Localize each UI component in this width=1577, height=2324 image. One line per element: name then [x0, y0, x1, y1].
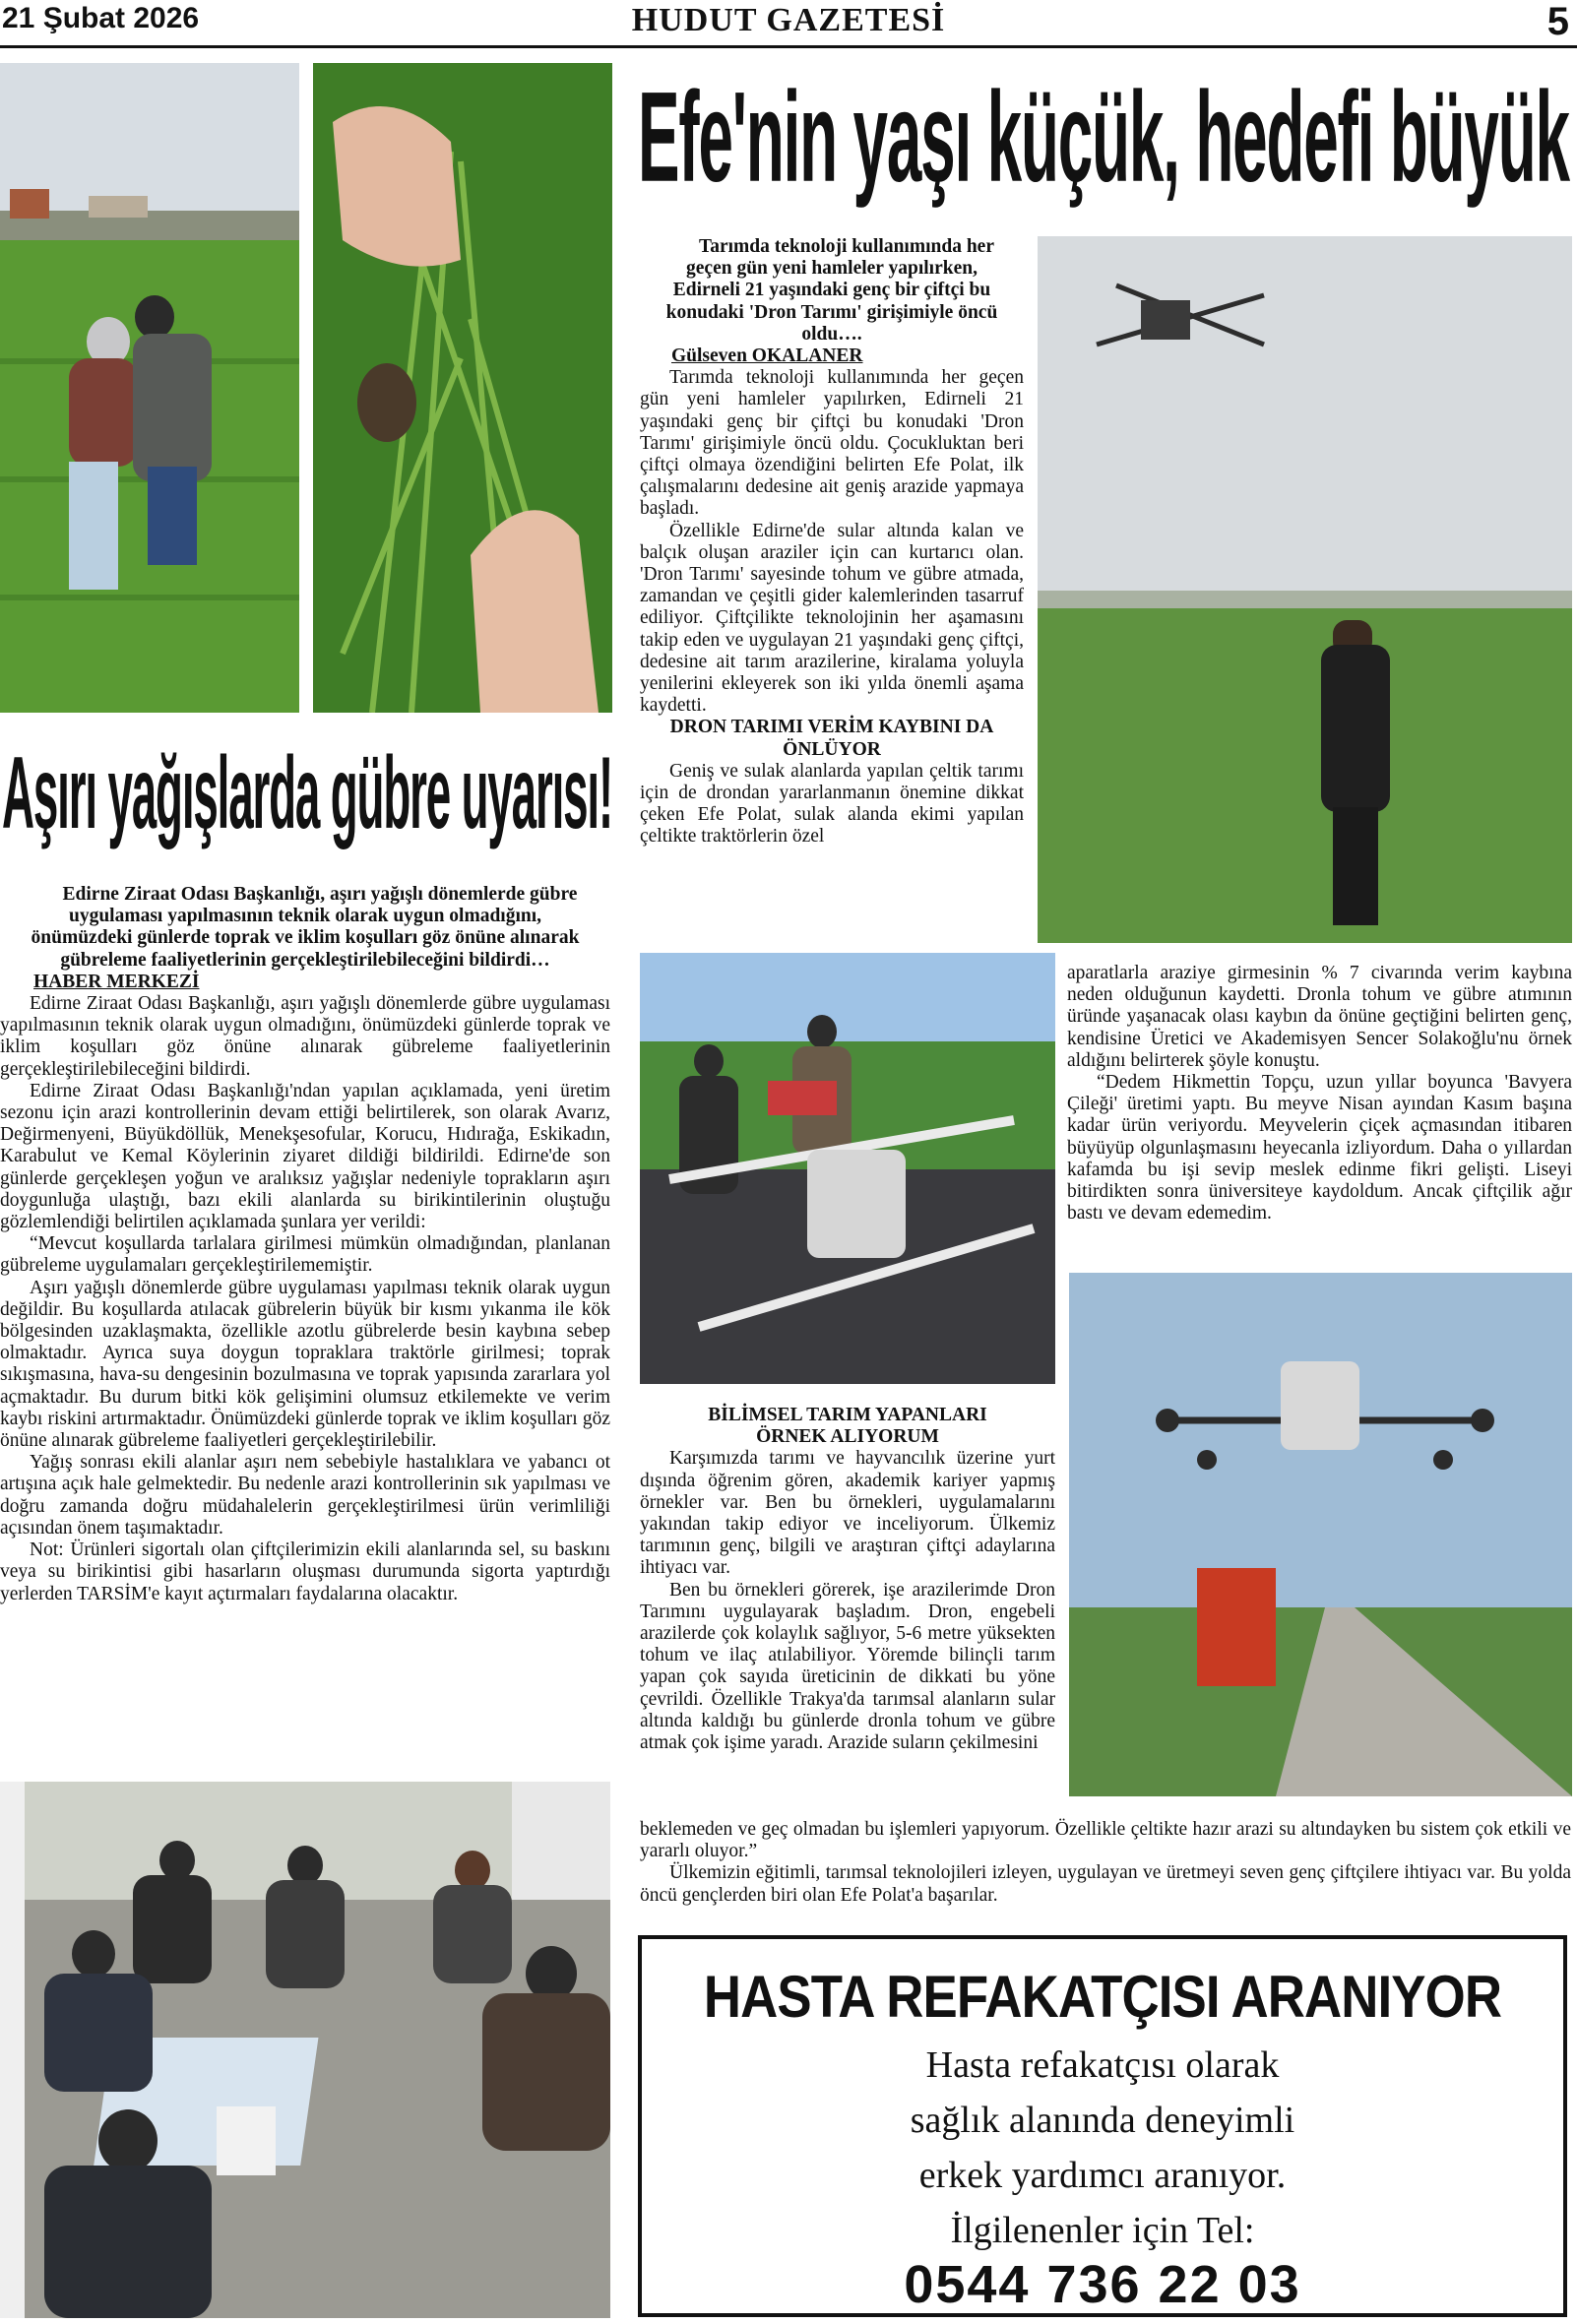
paragraph: Not: Ürünleri sigortalı olan çiftçilerimizin ekili alanlarında sel, su baskını veya su birikintisi gibi hasarların oluşması durumunda sigorta yaptırdığı yerlerden TARSİM'e kayıt açtırmaları faydalarına olacaktır.	[0, 1539, 610, 1604]
article-drone-column-3	[640, 1405, 1055, 1754]
paragraph: Karşımızda tarımı ve hayvancılık üzerine yurt dışında öğrenim gören, akademik kariyer yapmış örnekler var. Ben bu örnekleri, uygulamalarını yakından takip ediyor ve inceliyorum. Ülkemiz tarımının genç, bilgili ve araştıran çiftçi adaylarına ihtiyacı var.	[640, 1448, 1055, 1579]
paragraph: Geniş ve sulak alanlarda yapılan çeltik tarımı için de drondan yararlanmanın önemine dikkat çeken Efe Polat, sulak alanda ekimi yapılan çeltikte traktörlerin özel	[640, 760, 1024, 848]
issue-date: 21 Şubat 2026	[2, 2, 200, 34]
article-drone-column-1	[640, 236, 1024, 848]
photo-wheat-seedlings-in-hand	[313, 63, 612, 713]
headline-efe-drone: Efe'nin yaşı küçük, hedefi büyük	[638, 65, 1569, 209]
ad-line: Hasta refakatçısı olarak	[925, 2044, 1280, 2086]
photo-efe-with-drone	[1038, 236, 1572, 943]
paragraph: Ülkemizin eğitimli, tarımsal teknolojileri izleyen, uygulayan ve üretmeyi seven genç çiftçilere ihtiyacı var. Bu yolda öncü gençlerden biri olan Efe Polat'a başarılar.	[640, 1862, 1571, 1906]
photo-loading-drone	[640, 953, 1055, 1384]
byline: Gülseven OKALANER	[671, 345, 863, 367]
paragraph: Tarımda teknoloji kullanımında her geçen gün yeni hamleler yapılırken, Edirneli 21 yaşındaki genç bir çiftçi bu konudaki 'Dron Tarımı' girişimiyle öncü oldu. Çocukluktan beri çiftçi olmaya özendiğini belirten Efe Polat, ilk çalışmalarını dedesine ait geniş arazide yapmaya başladı.	[640, 367, 1024, 520]
paragraph: Edirne Ziraat Odası Başkanlığı, aşırı yağışlı dönemlerde gübre uygulaması yapılmasının teknik olarak uygun olmadığını, önümüzdeki günlerde toprak ve iklim koşulları göz önüne alınarak gübreleme faaliyetlerinin gerçekleştirilebileceğini bildirdi.	[0, 993, 610, 1080]
paragraph: Edirne Ziraat Odası Başkanlığı'ndan yapılan açıklamada, yeni üretim sezonu için arazi kontrollerinin devam ettiği belirtilerek, son olarak Avarız, Değirmenyeni, Büyükdöllük, Menekşesofular, Korucu, Hıdırağa, Eskikadın, Karabulut ve Kemal Köylerinin ziyaret dildiği bildirildi. Edirne'de son günlerde gerçekleşen yoğun ve aralıksız yağışlar nedeniyle toprakların aşırı doygunluğa ulaştığı, bazı ekili alanlarda su birikintilerinin oluştuğu gözlemlendiği belirtilen açıklamada şunlara yer verildi:	[0, 1080, 610, 1233]
article-lead: Tarımda teknoloji kullanımında her geçen gün yeni hamleler yapılırken, Edirneli 21 yaşındaki genç bir çiftçi bu konudaki 'Dron Tarımı' girişimiyle öncü oldu….	[665, 236, 998, 345]
classified-ad	[638, 1935, 1567, 2317]
paragraph: “Dedem Hikmettin Topçu, uzun yıllar boyunca 'Bavyera Çileği' üretimi yaptı. Bu meyve Nisan ayından Kasım başına kadar ürün veriyordu. Meyvelerin çiçek açmasından itibaren büyüyüp olgunlaşmasını heyecanla izliyordum. Daha o yıllardan kafamda bu işi sevip meslek edinme fikri gelişti. Liseyi bitirdikten sonra üniversiteye kaydoldum. Ancak çiftçilik ağır bastı ve devam edemedim.	[1067, 1072, 1572, 1225]
paragraph: Yağış sonrası ekili alanlar aşırı nem sebebiyle hastalıklara ve yabancı ot artışına açık hale gelmektedir. Bu nedenle arazi kontrollerinin sık yapılması ve doğru zamanda doğru müdahalelerin gerçekleştirilmesi ürün verimliliği açısından önem taşımaktadır.	[0, 1452, 610, 1539]
page-number: 5	[1546, 0, 1569, 43]
masthead-rule	[0, 45, 1577, 48]
article-drone-ending	[640, 1819, 1571, 1907]
paragraph: aparatlarla araziye girmesinin % 7 civarında verim kaybına neden olduğunun kaydetti. Dronla tohum ve gübre atımının üründe yaşanacak olası kaybın da önüne geçtiğini belirten genç, kendisine Üretici ve Akademisyen Sencer Solakoğlu'nu örnek aldığını belirterek şöyle konuştu.	[1067, 963, 1572, 1071]
paragraph: Özellikle Edirne'de sular altında kalan ve balçık oluşan araziler için can kurtarıcı olan. 'Dron Tarımı' sayesinde tohum ve gübre atmada, zamandan ve çeşitli gider kalemlerinden tasarruf ediliyor. Çiftçilikte teknolojinin her aşamasını takip eden ve uygulayan 21 yaşındaki genç çiftçi, dedesine ait tarım arazilerine, kiralama yoluyla yenilerini ekleyerek son iki yılda önemli aşama kaydetti.	[640, 520, 1024, 717]
subheading: BİLİMSEL TARIM YAPANLARI ÖRNEK ALIYORUM	[708, 1405, 987, 1448]
newspaper-name: HUDUT GAZETESİ	[631, 2, 946, 38]
paragraph: Aşırı yağışlı dönemlerde gübre uygulaması yapılması teknik olarak uygun değildir. Bu koşullarda atılacak gübrelerin büyük bir kısmı yıkanma ile kök bölgesinden uzaklaşmakta, özellikle azotlu gübrelerde besin kaybına sebep olmaktadır. Ayrıca suya doygun topraklara traktörle girilmesi; toprak sıkışmasına, hava-su dengesinin bozulmasına ve toprak yapısında zararlara yol açmaktadır. Bu durum bitki kök gelişimini olumsuz etkilemekte ve verim kaybı riskini artırmaktadır. Önümüzdeki günlerde toprak ve iklim koşulları göz önüne alınarak gübreleme faaliyetleri gerçekleştirilebilir.	[0, 1277, 610, 1452]
headline-fertilizer-warning: Aşırı yağışlarda gübre uyarısı!	[2, 735, 613, 850]
ad-line: erkek yardımcı aranıyor.	[918, 2155, 1287, 2196]
paragraph: beklemeden ve geç olmadan bu işlemleri yapıyorum. Özellikle çeltikte hazır arazi su altındayken bu sistem çok etkili ve yararlı oluyor.”	[640, 1819, 1571, 1862]
article-fertilizer-body	[0, 884, 610, 1605]
photo-farmers-in-field	[0, 63, 299, 713]
ad-line: sağlık alanında deneyimli	[910, 2100, 1295, 2141]
article-lead: Edirne Ziraat Odası Başkanlığı, aşırı yağışlı dönemlerde gübre uygulaması yapılmasının teknik olarak uygun olmadığını, önümüzdeki günlerde toprak ve iklim koşulları göz önüne alınarak gübreleme faaliyetlerinin gerçekleştirilebileceğini bildirdi…	[31, 884, 580, 971]
ad-body	[642, 2038, 1563, 2258]
article-drone-column-2	[1067, 963, 1572, 1225]
byline: HABER MERKEZİ	[33, 971, 200, 992]
paragraph: Ben bu örnekleri görerek, işe arazilerimde Dron Tarımını uygulayarak başladım. Dron, engebeli arazilerde çok kolaylık sağlıyor, 5-6 metre yüksekten tohum ve ilaç atılabiliyor. Yöremde bilinçli tarım yapan çok sayıda üreticinin de dikkati bu yöne çevrildi. Özellikle Trakya'da tarımsal alanların sular altında kaldığı bu günlerde dronla tohum ve gübre atmak çok işime yaradı. Arazide suların çekilmesini	[640, 1579, 1055, 1754]
ad-phone-number: 0544 736 22 03	[904, 2255, 1301, 2314]
photo-drone-over-road	[1069, 1273, 1572, 1796]
ad-title: HASTA REFAKATÇISI ARANIYOR	[703, 1964, 1502, 2030]
paragraph: “Mevcut koşullarda tarlalara girilmesi mümkün olmadığından, planlanan gübreleme uygulamaları gerçekleştirilememiştir.	[0, 1233, 610, 1277]
subheading: DRON TARIMI VERİM KAYBINI DA ÖNLÜYOR	[669, 717, 994, 760]
photo-villagers-meeting	[0, 1782, 610, 2318]
ad-line: İlgilenenler için Tel:	[950, 2210, 1255, 2251]
